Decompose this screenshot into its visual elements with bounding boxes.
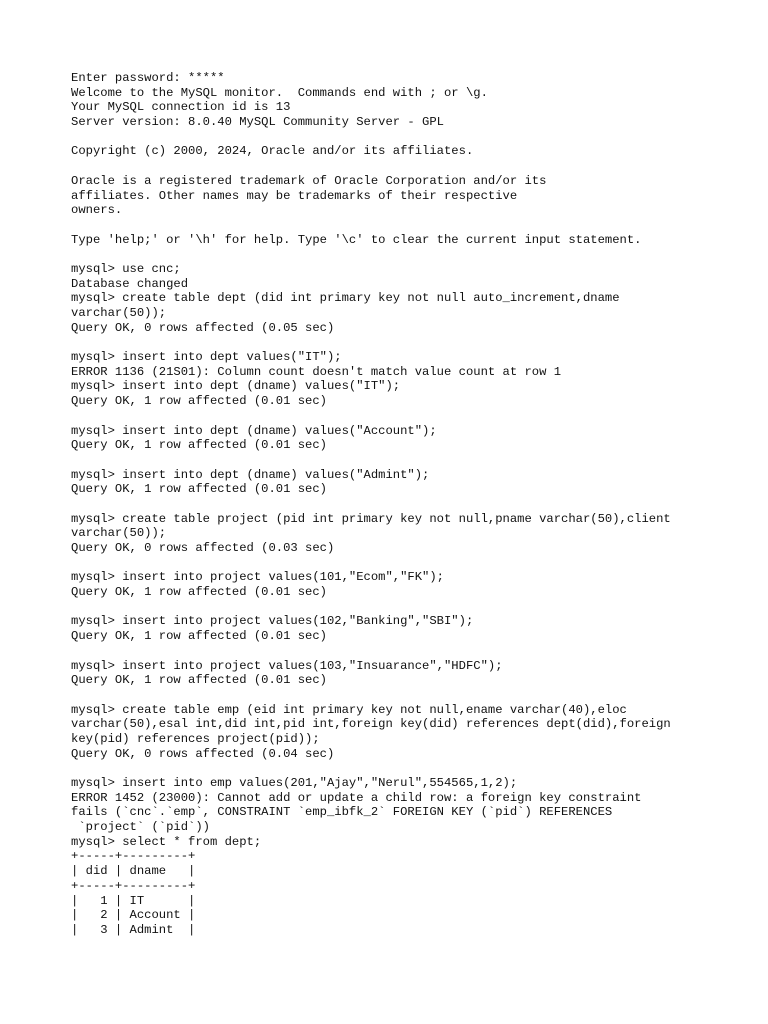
terminal-line: Query OK, 1 row affected (0.01 sec) bbox=[71, 673, 327, 688]
terminal-line: key(pid) references project(pid)); bbox=[71, 731, 320, 746]
terminal-line bbox=[71, 247, 761, 262]
terminal-line bbox=[71, 218, 761, 233]
terminal-line: Query OK, 1 row affected (0.01 sec) bbox=[71, 585, 327, 600]
terminal-line: mysql> insert into project values(102,"Banking","SBI"); bbox=[71, 614, 474, 629]
terminal-line bbox=[71, 600, 761, 615]
terminal-line: Enter password: ***** bbox=[71, 71, 225, 85]
terminal-line: varchar(50)); bbox=[71, 526, 167, 541]
terminal-line bbox=[71, 335, 761, 350]
terminal-line: Query OK, 1 row affected (0.01 sec) bbox=[71, 438, 327, 453]
terminal-line: ERROR 1452 (23000): Cannot add or update a child row: a foreign key constraint bbox=[71, 790, 642, 805]
terminal-line: Query OK, 1 row affected (0.01 sec) bbox=[71, 482, 327, 497]
terminal-line bbox=[71, 409, 761, 424]
terminal-line: Oracle is a registered trademark of Oracle Corporation and/or its bbox=[71, 173, 547, 188]
terminal-line bbox=[71, 644, 761, 659]
terminal-line bbox=[71, 453, 761, 468]
terminal-line: Query OK, 0 rows affected (0.05 sec) bbox=[71, 320, 335, 335]
terminal-line: mysql> insert into project values(103,"Insuarance","HDFC"); bbox=[71, 658, 503, 673]
table-border-line: +-----+---------+ bbox=[71, 878, 196, 893]
terminal-line: mysql> insert into dept values("IT"); bbox=[71, 350, 342, 365]
table-row: | 1 | IT | bbox=[71, 893, 196, 908]
table-header-row: | did | dname | bbox=[71, 864, 196, 879]
terminal-line: Query OK, 0 rows affected (0.04 sec) bbox=[71, 746, 335, 761]
table-row: | 3 | Admint | bbox=[71, 922, 196, 937]
terminal-line: `project` (`pid`)) bbox=[71, 820, 210, 835]
terminal-line: mysql> insert into emp values(201,"Ajay","Nerul",554565,1,2); bbox=[71, 776, 518, 790]
terminal-line bbox=[71, 761, 761, 776]
terminal-line: Your MySQL connection id is 13 bbox=[71, 100, 291, 115]
terminal-line: varchar(50),esal int,did int,pid int,foreign key(did) references dept(did),foreign bbox=[71, 717, 671, 732]
terminal-line: Welcome to the MySQL monitor. Commands end with ; or \g. bbox=[71, 85, 488, 100]
terminal-line: mysql> create table dept (did int primary key not null auto_increment,dname bbox=[71, 291, 620, 306]
terminal-line: Query OK, 1 row affected (0.01 sec) bbox=[71, 629, 327, 644]
terminal-line: mysql> insert into project values(101,"Ecom","FK"); bbox=[71, 570, 444, 585]
terminal-line: mysql> select * from dept; bbox=[71, 834, 262, 849]
terminal-line: owners. bbox=[71, 203, 123, 218]
table-border-line: +-----+---------+ bbox=[71, 849, 196, 864]
terminal-line: Server version: 8.0.40 MySQL Community Server - GPL bbox=[71, 115, 444, 130]
terminal-line: fails (`cnc`.`emp`, CONSTRAINT `emp_ibfk_2` FOREIGN KEY (`pid`) REFERENCES bbox=[71, 805, 613, 820]
terminal-line: mysql> insert into dept (dname) values("Admint"); bbox=[71, 467, 430, 482]
terminal-line bbox=[71, 159, 761, 174]
terminal-line: affiliates. Other names may be trademarks of their respective bbox=[71, 188, 518, 203]
terminal-line: mysql> insert into dept (dname) values("IT"); bbox=[71, 379, 401, 394]
terminal-line: ERROR 1136 (21S01): Column count doesn't match value count at row 1 bbox=[71, 364, 562, 379]
terminal-line: Type 'help;' or '\h' for help. Type '\c' to clear the current input statement. bbox=[71, 232, 642, 247]
terminal-line: varchar(50)); bbox=[71, 306, 167, 320]
terminal-line: mysql> insert into dept (dname) values("Account"); bbox=[71, 423, 437, 438]
terminal-line: Copyright (c) 2000, 2024, Oracle and/or its affiliates. bbox=[71, 144, 474, 159]
terminal-line bbox=[71, 130, 761, 145]
terminal-line: mysql> create table emp (eid int primary key not null,ename varchar(40),eloc bbox=[71, 702, 627, 717]
terminal-line: Query OK, 1 row affected (0.01 sec) bbox=[71, 394, 327, 409]
terminal-line: Database changed bbox=[71, 276, 189, 291]
terminal-output bbox=[71, 71, 761, 938]
terminal-line: mysql> use cnc; bbox=[71, 261, 181, 276]
table-row: | 2 | Account | bbox=[71, 908, 196, 923]
terminal-line: mysql> create table project (pid int primary key not null,pname varchar(50),client bbox=[71, 511, 671, 526]
terminal-line bbox=[71, 556, 761, 571]
terminal-line bbox=[71, 688, 761, 703]
terminal-line bbox=[71, 497, 761, 512]
terminal-line: Query OK, 0 rows affected (0.03 sec) bbox=[71, 541, 335, 555]
